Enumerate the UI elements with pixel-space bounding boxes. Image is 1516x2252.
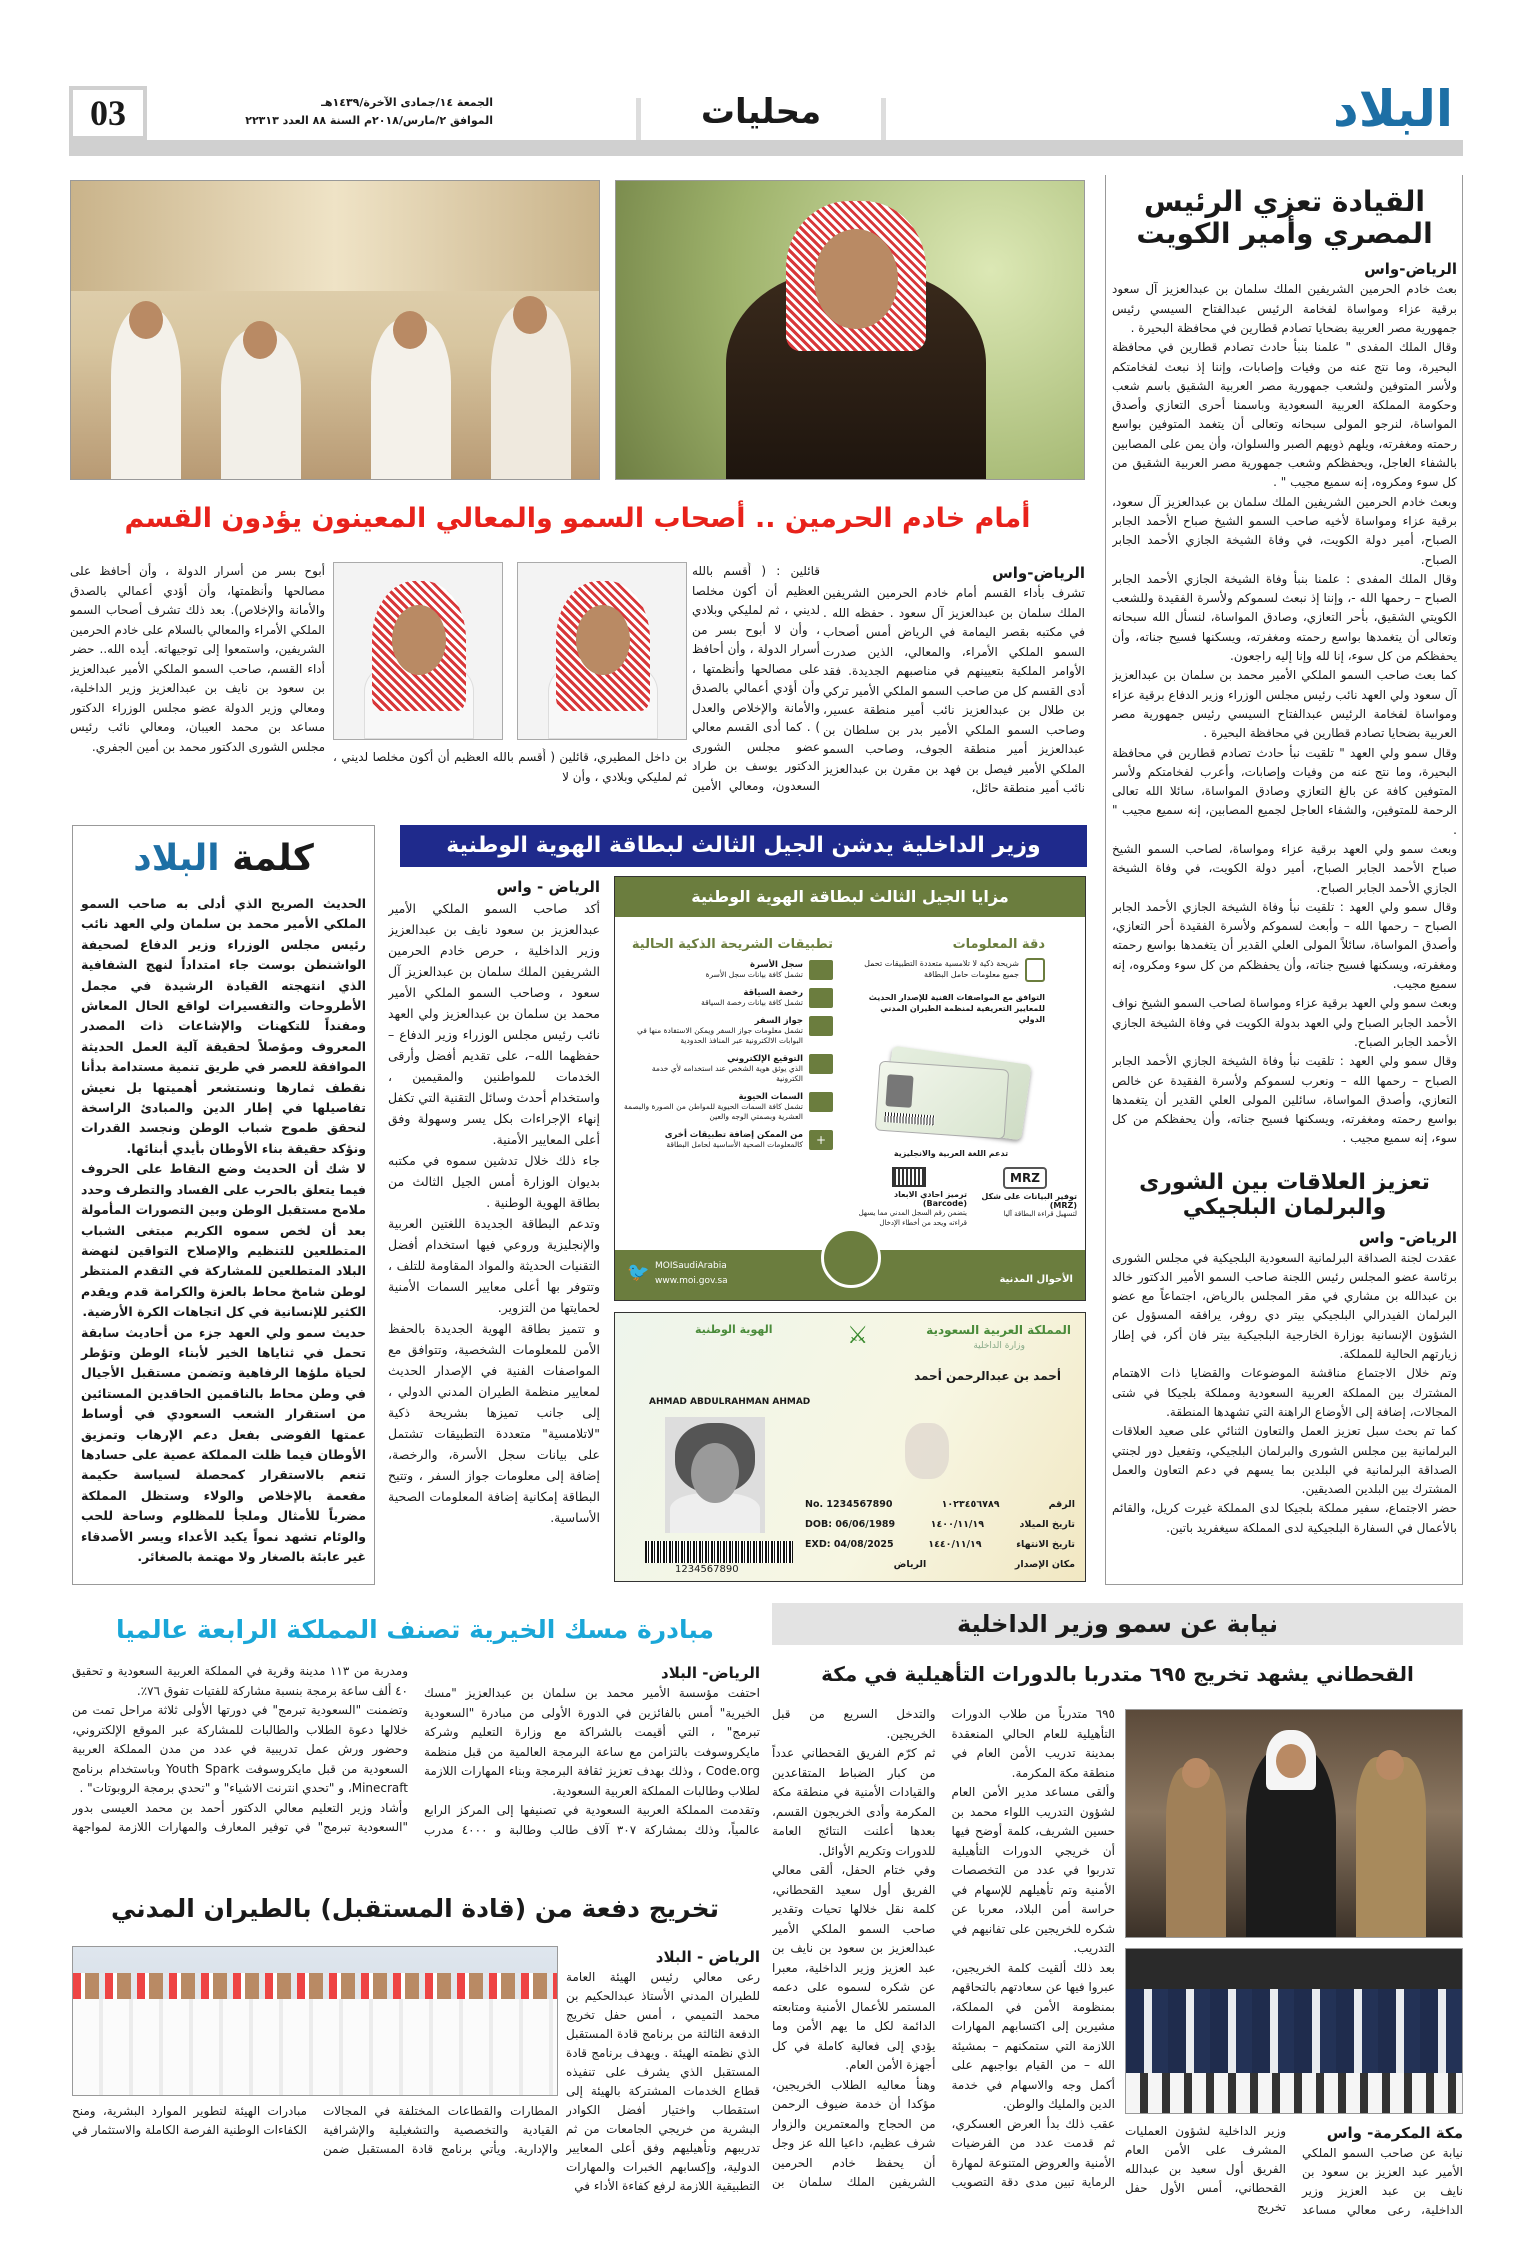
app-item <box>623 1016 833 1046</box>
field-en: No. 1234567890 <box>805 1499 893 1510</box>
editorial-logo: البلاد <box>133 838 220 879</box>
card-country: المملكة العربية السعودية <box>926 1323 1071 1337</box>
paragraph: وقال سمو ولي العهد : تلقيت نبأ وفاة الشيخة الجازي الأحمد الجابر الصباح – رحمها الله – ونعرب لسموكم ولأسرة الفقيدة عن خالص التعازي، وأصدق المواساة، سائلين المولى العلي القدير أن يتغمدها بواسع رحمته ومغفرته، ويسكنها فسيح جناته، وأن يحفظكم من كل سوء، إنه سميع مجيب . <box>1112 1054 1457 1146</box>
headline-line: والبرلمان البلجيكي <box>1182 1195 1387 1221</box>
aviation-side <box>566 1946 760 2193</box>
paragraph: ٦٩٥ متدرباً من طلاب الدورات التأهيلية للعام الحالي المنعقدة بمدينة تدريب الأمن العام في منطقة مكة المكرمة. <box>951 1707 1115 1780</box>
card-field-row <box>805 1495 1075 1515</box>
card-field-row <box>805 1535 1075 1555</box>
kicker-band <box>772 1603 1463 1645</box>
section-title: محليات <box>700 92 822 132</box>
misk-headline: مبادرة مسك الخيرية تصنف المملكة الرابعة عالميا <box>115 1615 715 1644</box>
portrait-prince-2 <box>333 562 503 740</box>
oath-story <box>70 562 1085 797</box>
app-item <box>623 960 833 980</box>
infographic <box>614 876 1086 1301</box>
aviation-headline: تخريج دفعة من (قادة المستقبل) بالطيران المدني <box>110 1894 720 1923</box>
app-title: من الممكن إضافة تطبيقات أخرى <box>664 1130 803 1140</box>
dateline: الرياض-واس <box>1364 260 1457 279</box>
date-gregorian: الموافق ٢/مارس/٢٠١٨م السنة ٨٨ العدد ٢٢٣١٣ <box>245 114 493 127</box>
app-desc: تشمل معلومات جواز السفر ويمكن الاستفادة منها في البوابات الالكترونية عبر المنافذ الحدودية <box>636 1026 803 1045</box>
article-body <box>1112 280 1457 1145</box>
app-desc: كالمعلومات الصحية الأساسية لحامل البطاقة <box>666 1140 803 1149</box>
condolence-story <box>1112 186 1457 1145</box>
passport-icon <box>809 1016 833 1036</box>
dateline: الرياض - واس <box>496 878 600 896</box>
paragraph: وتدعم البطاقة الجديدة اللغتين العربية والإنجليزية وروعي فيها استخدام أفضل التقنيات الحديثة والمواد المقاومة للتلف ، وتتوفر بها أعلى معايير السمات الأمنية لحمايتها من التزوير. <box>388 1216 600 1315</box>
saudi-emblem-icon: ⚔ <box>847 1321 869 1349</box>
paragraph: لا شك أن الحديث وضع النقاط على الحروف فيما يتعلق بالحرب على الفساد والتطرف وحدد ملامح مستقبل الوطن وبين التصورات المأمولة بعد أن لخص سموه الكريم مبتغى الشباب المتطلعين للتنظيم والإصلاح التواقين لنهضة البلاد المتطلعين للمشاركة في التقدم المنتظر لوطن شامخ محاط بالعزة والكرامة قدم ويقدم الكثير للإنسانية في كل اتجاهات الكرة الأرضية. <box>81 1161 366 1320</box>
mrz-icon: MRZ <box>1003 1167 1047 1189</box>
newspaper-logo: البلاد <box>1333 80 1453 138</box>
card-photo <box>665 1417 765 1533</box>
idcard-headline-bar <box>400 825 1087 867</box>
field-label: تاريخ الميلاد <box>1019 1519 1075 1530</box>
misk-body <box>72 1662 760 1876</box>
editorial-box <box>72 825 375 1585</box>
paragraph: وتضمنت "السعودية تبرمج" في دورتها الأولى ثلاثة مراحل تمت من خلالها دعوة الطلاب والطالبات للمشاركة عبر الموقع الإلكتروني، وحضور ورش عمل تدريبية في عدد من مدن المملكة العربية السعودية من قبل مايكروسوفت Youth Spark وباستخدام برنامج Minecraft، و "تحدي انترنت الاشياء" و "تحدي برمجة الروبوتات" . <box>72 1703 408 1795</box>
barcode-feature <box>851 1167 967 1228</box>
page-number-box <box>69 86 147 140</box>
article-body <box>72 1662 760 1876</box>
app-item <box>623 1092 833 1122</box>
dateline: الرياض - البلاد <box>655 1948 760 1966</box>
qahtani-headline: القحطاني يشهد تخريج ٦٩٥ متدربا بالدورات التأهيلية في مكة <box>821 1662 1414 1686</box>
photo-king-meeting <box>70 180 600 480</box>
editorial-title-word: كلمة <box>232 838 314 879</box>
shura-headline <box>1112 1170 1457 1221</box>
chip-icon <box>1025 958 1045 982</box>
photo-king-salman <box>615 180 1085 480</box>
infographic-title: مزايا الجيل الثالث لبطاقة الهوية الوطنية <box>615 877 1085 917</box>
article-body <box>388 898 600 1578</box>
paragraph: وتقدمت المملكة العربية السعودية في تصنيفها إلى المركز الرابع عالمياً، وذلك بمشاركة ٣٠٧ آلاف طالب وطالبة و ٤٠٠٠ مدرب ومدربة من ١١٣ مدينة وقرية في المملكة العربية السعودية و تحقيق ٤٠ ألف ساعة برمجة بنسبة مشاركة للفتيات تفوق ٧٦٪. <box>72 1664 760 1837</box>
barcode-icon <box>892 1167 926 1187</box>
issue-date <box>153 94 493 130</box>
paragraph: وبعث خادم الحرمين الشريفين الملك سلمان بن عبدالعزيز آل سعود، برقية عزاء ومواساة لأخيه صاحب السمو الشيخ صباح الأحمد الجابر الصباح، أمير دولة الكويت، في وفاة الشيخة الجازي الأحمد الجابر الصباح. <box>1112 494 1457 567</box>
app-title: السمات الحيوية <box>738 1092 803 1102</box>
headline-line: المصري وأمير الكويت <box>1136 217 1433 251</box>
paragraph: جاء ذلك خلال تدشين سموه في مكتبه بديوان الوزارة أمس الجيل الثالث من بطاقة الهوية الوطنية . <box>388 1153 600 1210</box>
mrz-title: توفير البيانات على شكل (MRZ) <box>981 1192 1077 1210</box>
twitter-icon: 🐦 <box>627 1262 650 1283</box>
barcode-title: ترميز احادي الابعاد (Barcode) <box>893 1190 967 1208</box>
idcard-headline: وزير الداخلية يدشن الجيل الثالث لبطاقة الهوية الوطنية <box>446 833 1041 858</box>
paragraph: الحديث الصريح الذي أدلى به صاحب السمو الملكي الأمير محمد بن سلمان ولي العهد نائب رئيس مجلس الوزراء وزير الدفاع لصحيفة الواشنطن بوست جاء امتداداً لنهج الشفافية الذي انتهجته القيادة الرشيدة في مجمل الأطروحات والتفسيرات لواقع الحال المعاش ومفنداً للتكهنات والإشاعات ذات المصدر المعروف ومؤصلاً لحقيقة آلية العمل الحديثة الموافقة للعصر في طريق تنمية مستدامة بدأنا نقطف ثمارها ونستشعر أهميتها بل نعيش تفاصيلها في إطار الدين والمبادئ الراسخة لنحقق طموح شباب الوطن ونجسد القدرات ونؤكد حقيقة بناء الأوطان بأيدي أبنائها. <box>81 896 366 1156</box>
apps-heading: تطبيقات الشريحة الذكية الحالية <box>631 937 833 952</box>
app-item <box>623 1054 833 1084</box>
paragraph: وأشاد وزير التعليم معالي الدكتور أحمد بن محمد العيسى بدور "السعودية تبرمج" في توفير المعارف والمهارات اللازمة لمواجهة <box>72 1800 408 1834</box>
mrz-feature <box>973 1167 1077 1218</box>
idcard-illustration-front <box>875 1061 1010 1140</box>
paragraph: وفي ختام الحفل، ألقى معالي الفريق أول سعيد القحطاني، كلمة نقل خلالها تحيات وتقدير صاحب السمو الملكي الأمير عبدالعزيز بن سعود بن نايف بن عبد العزيز وزير الداخلية، معبرا عن شكره لسموه على دعمه المستمر للأعمال الأمنية ومتابعته الدائمة لكل ما يهم الأمن وما يؤدي إلى فعالية كاملة في كل أجهزة الأمن العام. <box>772 1863 936 2072</box>
fingerprint-icon <box>809 1092 833 1112</box>
header-band <box>69 140 1463 156</box>
paragraph: وهنأ معاليه الطلاب الخريجين، مؤكدا أن خدمة ضيوف الرحمن من الحجاج والمعتمرين والزوار شرف عظيم، داعيا الله عز وجل أن يحفظ خادم الحرمين الشريفين الملك سلمان بن <box>772 2077 936 2189</box>
paragraph: عقدت لجنة الصداقة البرلمانية السعودية البلجيكية في مجلس الشورى برئاسة عضو المجلس رئيس اللجنة صاحب السمو الأمير الدكتور خالد بن عبدالله بن مشاري في مقر المجلس بالرياض، اجتماعاً مع عضو البرلمان الفيدرالي البلجيكي بيتر دي روفر، يرافقه المسؤول عن الشؤون الإنسانية بوزارة الخارجية البلجيكية بيتر فان أكر، في إطار زيارتهم الحالية للمملكة. <box>1112 1250 1457 1362</box>
paragraph: وقال الملك المفدى : علمنا بنبأ وفاة الشيخة الجازي الأحمد الجابر الصباح – رحمها الله -، وإننا إذ نبعث لسموكم ولأسرة الفقيدة وللشعب الكويتي الشقيق، بأحر التعازي، وصادق المواساة، لنسأل الله سبحانه وتعالى أن يتغمدها بواسع رحمته ومغفرته، ويسكنها فسيح جناته، وأن يحفظكم من كل سوء، إنا لله وإنا إليه راجعون. <box>1112 571 1457 664</box>
editorial-body <box>73 894 374 1574</box>
smart-chip-apps <box>623 937 833 1158</box>
paragraph: كما تم بحث سبل تعزيز العمل والتعاون الثنائي على صعيد العلاقات البرلمانية بين مجلس الشورى والبرلمان البلجيكي، وتفعيل دور لجنتي الصداقة البرلمانية في البلدين بما يسهم في دعم التعاون والعمل المشترك بين البلدين الصديقين. <box>1112 1424 1457 1497</box>
ghost-photo <box>905 1423 949 1479</box>
article-column: بن داخل المطيري، قائلين ( أُقسم بالله العظيم أن أكون مخلصا لديني ، ثم لمليكي وبلادي ، وأن لا <box>333 750 687 784</box>
website: www.moi.gov.sa <box>655 1276 728 1286</box>
paragraph: حديث سمو ولي العهد جزء من أحاديث سابقة تحمل في ثناياها الخير لأبناء الوطن وتؤطر لحياة ملؤها الرفاهية وتضمن مستقبل الأجيال في وطن محاط بالناقمين الحاقدين المستائين من استقرار الشعب السعودي في أوساط عمتها الفوضى بفعل دعم الإرهاب وتمزيق الأوطان فيما ظلت المملكة عصية على حسادها تنعم بالاستقرار كمحصلة لسياسة حكيمة مفعمة بالإخلاص والولاء وستظل المملكة مضرباً للأمثال وملجأ للمظلوم وساحة للحب والوئام تشهد نمواً يكيد الأعداء ويسر الأصدقاء غير عابئة بالصغار ولا مهتمة بالصغائر. <box>81 1324 366 1564</box>
oath-headline: أمام خادم الحرمين .. أصحاب السمو والمعالي المعينون يؤدون القسم <box>124 503 1031 534</box>
headline-line: القيادة تعزي الرئيس <box>1143 185 1426 218</box>
idcard-story <box>388 876 600 1578</box>
card-name-ar: أحمد بن عبدالرحمن أحمد <box>914 1369 1061 1383</box>
app-title: سجل الأسرة <box>750 960 803 970</box>
card-fields <box>805 1495 1075 1575</box>
info-accuracy <box>855 937 1045 1025</box>
article-column: قائلين : ( أُقسم بالله العظيم أن أكون مخلصا لديني ، ثم لمليكي وبلادي ، وأن لا أبوح بسر من أسرار الدولة ، وأن أحافظ على مصالحها وأنظمتها ، وأن أؤدي أعمالي بالصدق والأمانة والإخلاص والعدل ) . كما أدى القسم معالي عضو مجلس الشورى الدكتور يوسف بن طراد السعدون، ومعالي الأمين <box>692 564 820 793</box>
card-barcode-number: 1234567890 <box>675 1564 739 1575</box>
article-body <box>1112 1249 1457 1569</box>
signature-icon <box>809 1054 833 1074</box>
intro-paragraph: نيابة عن صاحب السمو الملكي الأمير عبد العزيز بن سعود بن نايف بن عبد العزيز وزير الداخلية، رعى معالي مساعد وزير الداخلية لشؤون العمليات المشرف على الأمن العام الفريق أول سعيد بن عبدالله القحطاني، أمس الأول حفل تخريج <box>1125 2124 1463 2217</box>
page-number: 03 <box>73 90 143 136</box>
paragraph: كما بعث صاحب السمو الملكي الأمير محمد بن سلمان بن عبدالعزيز آل سعود ولي العهد نائب رئيس مجلس الوزراء وزير الدفاع برقية عزاء ومواساة لفخامة الرئيس عبدالفتاح السيسي رئيس جمهورية مصر العربية بضحايا تصادم قطارين في محافظة البحيرة . <box>1112 668 1457 741</box>
masthead <box>69 80 1463 140</box>
article-column: أبوح بسر من أسرار الدولة ، وأن أحافظ على مصالحها وأنظمتها، وأن أؤدي أعمالي بالصدق والأمانة والإخلاص). بعد ذلك تشرف أصحاب السمو الملكي الأمراء والمعالي بالسلام على خادم الحرمين الشريفين، واستمعوا إلى توجيهاته. أيده الله.. حضر أداء القسم، صاحب السمو الملكي الأمير عبدالعزيز بن سعود بن نايف بن عبدالعزيز وزير الداخلية، ومعالي وزير الدولة عضو مجلس الوزراء الدكتور مساعد بن محمد العيبان، ومعالي نائب رئيس مجلس الشورى الدكتور محمد بن أمين الجفري. <box>70 564 325 754</box>
field-value: ١٤٤٠/١١/١٩ <box>928 1539 982 1550</box>
agency-logo: الأحوال المدنية <box>999 1274 1073 1285</box>
app-desc: الذي يوثق هوية الشخص عند استخدامه لأي خدمة الكترونية <box>651 1064 803 1083</box>
paragraph: احتفت مؤسسة الأمير محمد بن سلمان بن عبدالعزيز "مسك الخيرية" أمس بالفائزين في الدورة الأولى من مبادرة "السعودية تبرمج" ، التي أقيمت بالشراكة مع وزارة التعليم وشركة مايكروسوفت بالتزامن مع ساعة البرمجة العالمية من قبل منظمة Code.org ، وذلك بهدف تعزيز ثقافة البرمجة وبناء المهارات اللازمة لطلاب وطالبات المملكة العربية السعودية. <box>424 1686 760 1798</box>
field-value: ١٠٢٣٤٥٦٧٨٩ <box>941 1499 1000 1510</box>
app-title: التوقيع الإلكتروني <box>727 1054 803 1064</box>
mrz-desc: لتسهيل قراءة البطاقة آليا <box>1003 1210 1077 1218</box>
paragraph: وبعث سمو ولي العهد برقية عزاء ومواساة لصاحب السمو الشيخ نواف الأحمد الجابر الصباح ولي العهد بدولة الكويت في وفاة الشيخة الجازي الأحمد الجابر الصباح. <box>1112 996 1457 1049</box>
paragraph: و تتميز بطاقة الهوية الجديدة بالحفظ الأمن للمعلومات الشخصية، وتتوافق مع المواصفات الفنية في الإصدار الحديث لمعايير منظمة الطيران المدني الدولي ، إلى جانب تميزها بشريحة ذكية "لاتلامسية" متعددة التطبيقات تشتمل على بيانات سجل الأسرة، والرخصة، إضافة إلى معلومات جواز السفر ، وتتيح البطاقة إمكانية إضافة المعلومات الصحية الأساسية. <box>388 1321 600 1525</box>
photo-parade <box>1125 1948 1463 2114</box>
app-desc: تشمل كافة بيانات رخصة السياقة <box>701 998 803 1007</box>
field-en: DOB: 06/06/1989 <box>805 1519 896 1530</box>
paragraph: وقال سمو ولي العهد : تلقيت نبأ وفاة الشيخة الجازي الأحمد الجابر الصباح – رحمها الله – وأبعث لسموكم ولأسرة الفقيدة أحر التعازي، وأصدق المواساة، سائلاً المولى العلي القدير أن يتغمدها بواسع رحمته ومغفرته، ويسكنها فسيح جناته، وأن يحفظكم من كل سوء ومكروه، إنه سميع مجيب. <box>1112 899 1457 992</box>
card-name-en: AHMAD ABDULRAHMAN AHMAD <box>649 1397 811 1407</box>
paragraph: عقب ذلك بدأ العرض العسكري، ثم قدمت عدد من الفرضيات الأمنية والعروض المتنوعة لمهارة الرماية تبين مدى دقة التصويب والتدخل السريع من قبل الخريجين. <box>772 1707 1115 2189</box>
kicker: نيابة عن سمو وزير الداخلية <box>957 1610 1278 1638</box>
family-icon <box>809 960 833 980</box>
paragraph: بعث خادم الحرمين الشريفين الملك سلمان بن عبدالعزيز آل سعود برقية عزاء ومواساة لفخامة الرئيس عبدالفتاح السيسي رئيس جمهورية مصر العربية بضحايا تصادم قطارين في محافظة البحيرة . <box>1112 282 1457 335</box>
date-hijri: الجمعة ١٤/جمادى الآخرة/١٤٣٩هـ <box>321 96 493 109</box>
paragraph: ثم كرّم الفريق القحطاني عدداً من كبار الضباط المتقاعدين والقيادات الأمنية في منطقة مكة المكرمة وأدى الخريجون القسم، بعدها أعلنت النتائج العامة للدورات وتكريم الأوائل. <box>772 1746 936 1858</box>
paragraph: أكد صاحب السمو الملكي الأمير عبدالعزيز بن سعود نايف بن عبدالعزيز وزير الداخلية ، حرص خادم الحرمين الشريفين الملك سلمان بن عبدالعزيز آل سعود ، وصاحب السمو الملكي الأمير محمد بن سلمان بن عبدالعزيز ولي العهد نائب رئيس مجلس الوزراء وزير الدفاع – حفظهما الله–، على تقديم أفضل وأرقى الخدمات للمواطنين والمقيمين ، واستخدام أحدث وسائل التقنية التي تكفل إنهاء الإجراءات بكل يسر وسهولة وفق أعلى المعايير الأمنية. <box>388 901 600 1147</box>
divider <box>881 98 886 140</box>
field-value: ١٤٠٠/١١/١٩ <box>930 1519 984 1530</box>
photo-graduates <box>72 1946 558 2096</box>
dateline: الرياض-واس <box>992 564 1085 582</box>
photo-salute <box>1125 1709 1463 1938</box>
app-desc: تشمل كافة السمات الحيوية للمواطن من الصورة والبصمة العشرية وبصمتي الوجه والعين <box>623 1102 803 1121</box>
paragraph: حضر الاجتماع، سفير مملكة بلجيكا لدى المملكة غيرت كريل، والقائم بالأعمال في السفارة البلجيكية لدى المملكة سيغفريد باتين. <box>1112 1501 1457 1535</box>
idcard-sample <box>614 1312 1086 1582</box>
app-item <box>623 1130 833 1150</box>
card-type: الهوية الوطنية <box>695 1323 773 1336</box>
paragraph: وقال الملك المفدى " علمنا بنبأ حادث تصادم قطارين في محافظة البحيرة، وما نتج عنه من وفيات وإصابات، وإننا إذ نبعث لفخامتكم ولأسر المتوفين ولشعب جمهورية مصر العربية الشقيق باسم شعب وحكومة المملكة العربية السعودية وباسمنا أحرى التعازي وأصدق المواساة، لنرجو المولى سبحانه وتعالى أن يتغمد المتوفين بواسع رحمته ومغفرته، ويلهم ذويهم الصبر والسلوان، وأن يمن على المصابين بالشفاء العاجل، ويحفظكم وشعب جمهورية مصر العربية الشقيق من كل سوء ومكروه، إنه سميع مجيب " . <box>1112 340 1457 490</box>
app-title: جواز السفر <box>754 1016 803 1026</box>
barcode-desc: يتضمن رقم السجل المدني مما يسهل قراءته ويحد من أخطاء الإدخال <box>858 1209 967 1227</box>
app-title: رخصة السياقة <box>743 988 803 998</box>
aviation-bottom: المطارات والقطاعات المختلفة في المجالات القيادية والتخصصية والتشغيلية والإشرافية والإدارية. ويأتي برنامج قادة المستقبل ضمن مبادرات الهيئة لتطوير الموارد البشرية، ومنح الكفاءات الوطنية الفرصة الكاملة والاستثمار في <box>72 2104 558 2156</box>
card-field-row <box>805 1555 1075 1575</box>
editorial-title <box>73 826 374 894</box>
card-barcode <box>645 1541 793 1563</box>
dateline: مكة المكرمة- واس <box>1326 2124 1463 2142</box>
paragraph: بعد ذلك ألقيت كلمة الخريجين، عبروا فيها عن سعادتهم بالتحاقهم بمنظومة الأمن في المملكة، مشيرين إلى اكتسابهم المهارات اللازمة التي ستمكنهم – بمشيئة الله – من القيام بواجبهم على أكمل وجه والاسهام في خدمة الدين والمليك والوطن. <box>951 1960 1115 2111</box>
intro-columns <box>1125 2122 1463 2234</box>
headline-line: تعزيز العلاقات بين الشورى <box>1139 1170 1430 1195</box>
dateline: الرياض- واس <box>1358 1228 1457 1247</box>
license-icon <box>809 988 833 1008</box>
paragraph: وألقى مساعد مدير الأمن العام لشؤون التدريب اللواء محمد بن حسين الشريف، كلمة أوضح فيها أن خريجي الدورات التأهيلية تدربوا في عدد من التخصصات الأمنية وتم تأهيلهم للإسهام في حراسة أمن البلاد، معربا عن شكره للخريجين على تفانيهم في التدريب. <box>951 1785 1115 1955</box>
qahtani-body <box>772 1705 1115 2200</box>
field-value: الرياض <box>893 1559 927 1570</box>
card-field-row <box>805 1515 1075 1535</box>
app-item <box>623 988 833 1008</box>
qahtani-intro <box>1125 2122 1463 2234</box>
paragraph: وتم خلال الاجتماع مناقشة الموضوعات والقضايا ذات الاهتمام المشترك بين المملكة العربية السعودية ومملكة بلجيكا في شتى المجالات، إضافة إلى الأوضاع الراهنة التي تشهدها المنطقة. <box>1112 1366 1457 1419</box>
twitter-handle: MOISaudiArabia <box>655 1261 727 1271</box>
dateline: الرياض- البلاد <box>661 1664 760 1682</box>
plus-icon: + <box>809 1130 833 1150</box>
chip-text: شريحة ذكية لا تلامسية متعددة التطبيقات تحمل جميع معلومات حامل البطاقة <box>864 959 1019 979</box>
portrait-prince-1 <box>517 562 687 740</box>
condolence-headline <box>1112 186 1457 250</box>
infographic-footer <box>615 1250 1085 1300</box>
card-ministry: وزارة الداخلية <box>973 1341 1025 1351</box>
paragraph: وبعث سمو ولي العهد برقية عزاء ومواساة، لصاحب السمو الشيخ صباح الأحمد الجابر الصباح، أمير دولة الكويت، في وفاة الشيخة الجازي الأحمد الجابر الصباح. <box>1112 841 1457 895</box>
shura-story <box>1112 1170 1457 1569</box>
moi-emblem <box>821 1228 881 1288</box>
accuracy-heading: دقة المعلومات <box>952 937 1045 952</box>
article-column: تشرف بأداء القسم أمام خادم الحرمين الشريفين الملك سلمان بن عبدالعزيز آل سعود . حفظه الله . في مكتبه بقصر اليمامة في الرياض أمس أصحاب السمو الملكي الأمراء، والمعالي، الذين صدرت الأوامر الملكية بتعيينهم في مناصبهم الجديدة. فقد أدى القسم كل من صاحب السمو الملكي الأمير تركي بن طلال بن عبدالعزيز نائب أمير منطقة عسير، وصاحب السمو الملكي الأمير بدر بن سلطان بن عبدالعزيز أمير منطقة الجوف، وصاحب السمو الملكي الأمير فيصل بن فهد بن مقرن بن عبدالعزيز نائب أمير منطقة حائل، <box>823 586 1085 794</box>
article-body: رعى معالي رئيس الهيئة العامة للطيران المدني الأستاذ عبدالحكيم بن محمد التميمي ، أمس حفل تخريج الدفعة الثالثة من برنامج قادة المستقبل الذي نظمته الهيئة . ويهدف برنامج قادة المستقبل الذي يشرف على تنفيذه قطاع الخدمات المشتركة بالهيئة إلى استقطاب واختيار أفضل الكوادر البشرية من خريجي الجامعات من ثم تدريبهم وتأهيليهم وفق أعلى المعايير الدولية، وإكسابهم الخبرات والمهارات التطبيقية اللازمة لرفع كفاءة الأداء في <box>566 1970 760 2193</box>
app-desc: تشمل كافة بيانات سجل الأسرة <box>705 970 803 979</box>
paragraph: وقال سمو ولي العهد " تلقيت نبأ حادث تصادم قطارين في محافظة البحيرة، وما نتج عنه من وفيات وإصابات، وأعرب لفخامتكم ولأسر المتوفين كافة عن بالغ التعازي وصادق المواساة، سائلا الله تعالى الرحمة للمتوفين، والشفاء العاجل لجميع المصابين، إنه سميع مجيب " . <box>1112 745 1457 837</box>
field-label: الرقم <box>1048 1499 1075 1510</box>
icao-text: التوافق مع المواصفات الفنية للإصدار الحديث للمعايير التعريفية لمنظمة الطيران المدني الدولي <box>868 993 1045 1024</box>
field-label: مكان الإصدار <box>1014 1559 1075 1570</box>
field-label: تاريخ الانتهاء <box>1016 1539 1075 1550</box>
language-text: تدعم اللغة العربية والانجليزية <box>893 1149 1009 1158</box>
field-en: EXD: 04/08/2025 <box>805 1539 894 1550</box>
